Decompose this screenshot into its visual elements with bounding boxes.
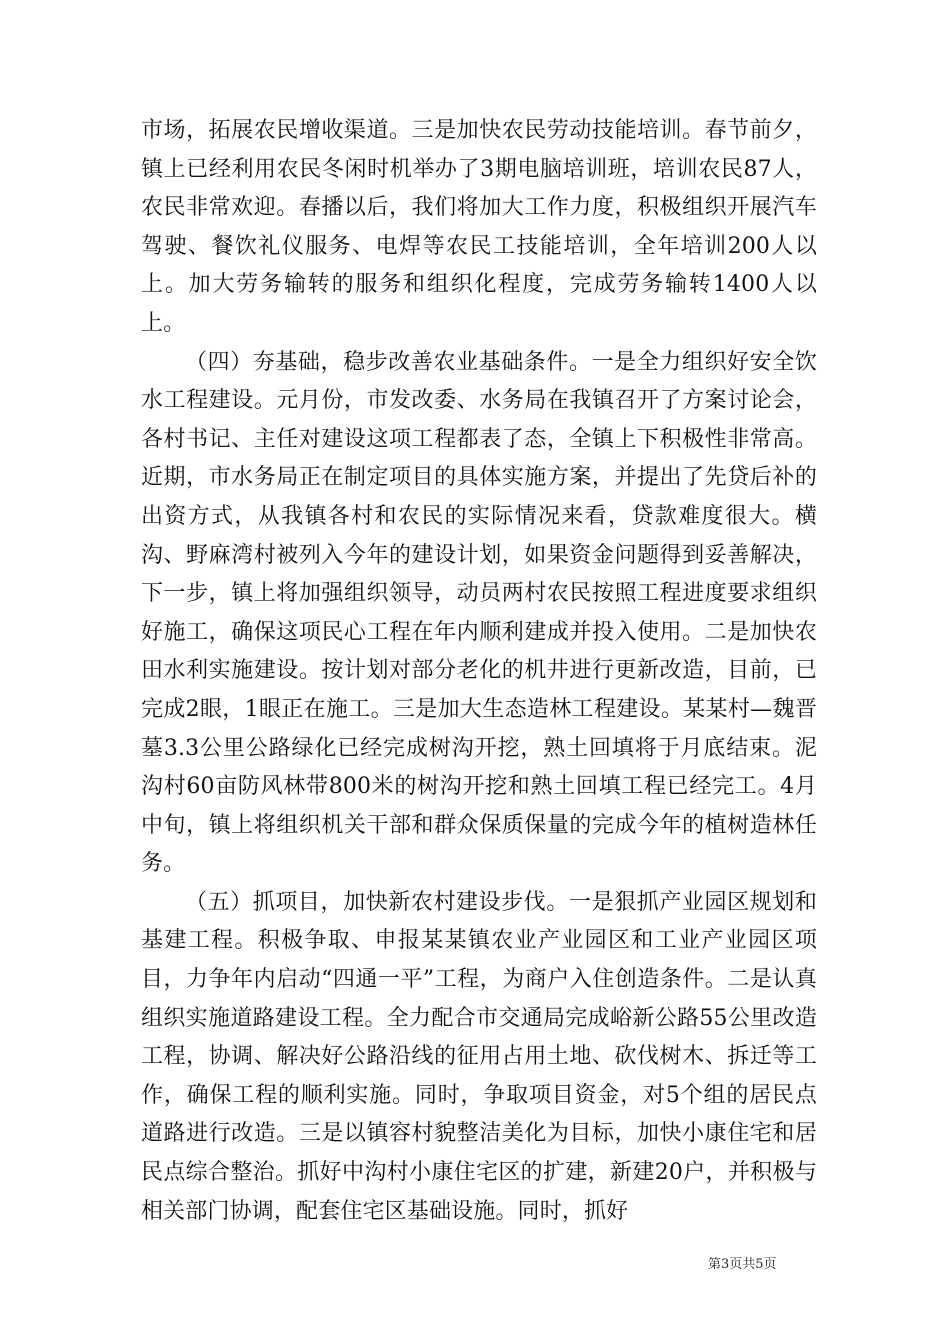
page-number-footer: 第3页共5页 — [708, 1257, 777, 1272]
paragraph-section-five: （五）抓项目，加快新农村建设步伐。一是狠抓产业园区规划和基建工程。积极争取、申报某某镇农业产业园区和工业产业园区项目，力争年内启动“四通一平”工程，为商户入住创造条件。二是认真组织实施道路建设工程。全力配合市交通局完成峪新公路55公里改造工程，协调、解决好公路沿线的征用占用土地、砍伐树木、拆迁等工作，确保工程的顺利实施。同时，争取项目资金，对5个组的居民点道路进行改造。三是以镇容村貌整洁美化为目标，加快小康住宅和居民点综合整治。抓好中沟村小康住宅区的扩建，新建20户，并积极与相关部门协调，配套住宅区基础设施。同时，抓好 — [141, 889, 817, 1224]
paragraph-continued: 市场，拓展农民增收渠道。三是加快农民劳动技能培训。春节前夕，镇上已经利用农民冬闲时机举办了3期电脑培训班，培训农民87人，农民非常欢迎。春播以后，我们将加大工作力度，积极组织开展汽车驾驶、餐饮礼仪服务、电焊等农民工技能培训，全年培训200人以上。加大劳务输转的服务和组织化程度，完成劳务输转1400人以上。 — [141, 118, 817, 336]
document-body — [141, 112, 817, 1231]
paragraph-section-four: （四）夯基础，稳步改善农业基础条件。一是全力组织好安全饮水工程建设。元月份，市发改委、水务局在我镇召开了方案讨论会，各村书记、主任对建设这项工程都表了态，全镇上下积极性非常高。近期，市水务局正在制定项目的具体实施方案，并提出了先贷后补的出资方式，从我镇各村和农民的实际情况来看，贷款难度很大。横沟、野麻湾村被列入今年的建设计划，如果资金问题得到妥善解决，下一步，镇上将加强组织领导，动员两村农民按照工程进度要求组织好施工，确保这项民心工程在年内顺利建成并投入使用。二是加快农田水利实施建设。按计划对部分老化的机井进行更新改造，目前，已完成2眼，1眼正在施工。三是加大生态造林工程建设。某某村—魏晋墓3.3公里公路绿化已经完成树沟开挖，熟土回填将于月底结束。泥沟村60亩防风林带800米的树沟开挖和熟土回填工程已经完工。4月中旬，镇上将组织机关干部和群众保质保量的完成今年的植树造林任务。 — [141, 349, 817, 877]
